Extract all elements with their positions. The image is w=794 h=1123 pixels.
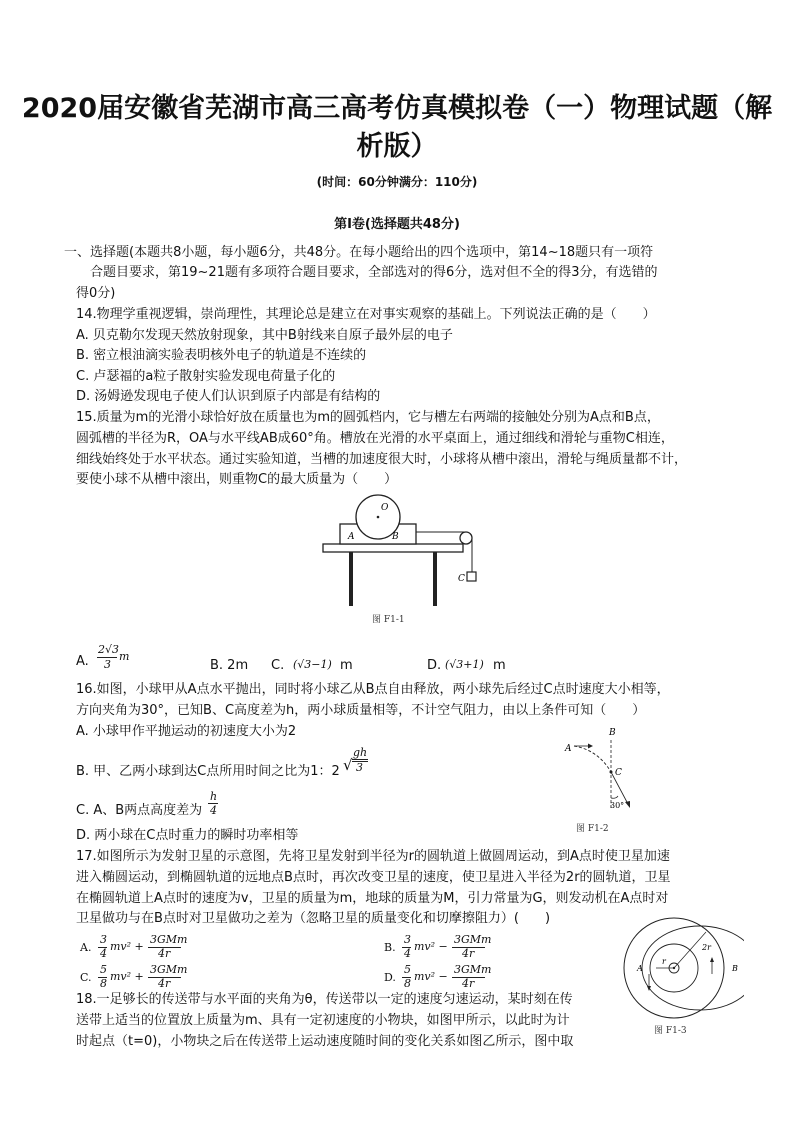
figure-f1-1 (318, 492, 488, 612)
label-r: r (662, 957, 666, 966)
q14-option-d: D. 汤姆逊发现电子使人们认识到原子内部是有结构的 (76, 389, 381, 404)
kinetic-term: mv² + (110, 940, 144, 953)
option-label: C. (80, 971, 92, 984)
q14-option-c: C. 卢瑟福的a粒子散射实验发现电荷量子化的 (76, 369, 336, 384)
section-heading: 第Ⅰ卷(选择题共48分) (334, 217, 460, 232)
q16-stem-line: 方向夹角为30°，已知B、C高度差为h，两小球质量相等，不计空气阻力，由以上条件可知（ ） (76, 703, 646, 718)
q16-option-d: D. 两小球在C点时重力的瞬时功率相等 (76, 828, 299, 843)
q15-option-d-unit: m (493, 658, 506, 673)
label-a: A (348, 532, 355, 542)
q16-option-c-denominator: 4 (210, 804, 217, 817)
q17-option-a (80, 933, 280, 961)
q17-stem-line: 17.如图所示为发射卫星的示意图，先将卫星发射到半径为r的圆轨道上做圆周运动，到A点时使卫星加速 (76, 849, 670, 864)
q17-option-d (384, 963, 584, 991)
potential-numerator: 3GMm (454, 933, 492, 946)
q16-option-c-numerator: h (210, 790, 218, 803)
label-a: A (565, 744, 572, 754)
instruction-line: 一、选择题(本题共8小题，每小题6分，共48分。在每小题给出的四个选项中，第14~18题只有一项符 (64, 245, 654, 260)
q15-option-d-math: (√3+1) (445, 658, 484, 671)
label-o: O (381, 503, 389, 513)
instruction-line: 得0分) (76, 286, 116, 301)
pulley (460, 532, 472, 544)
coefficient-numerator: 3 (100, 933, 107, 946)
q15-stem-line: 要使小球不从槽中滚出，则重物C的最大质量为（ ） (76, 472, 398, 487)
q18-stem-line: 时起点（t=0)，小物块之后在传送带上运动速度随时间的变化关系如图乙所示，图中取 (76, 1034, 574, 1049)
kinetic-term: mv² − (414, 940, 448, 953)
exam-meta: (时间：60分钟满分：110分) (316, 175, 478, 189)
q15-option-d-label: D. (427, 658, 442, 673)
q15-option-c-math: (√3−1) (293, 658, 332, 671)
coefficient-numerator: 5 (404, 963, 411, 976)
q14-option-b: B. 密立根油滴实验表明核外电子的轨道是不连续的 (76, 348, 367, 363)
potential-numerator: 3GMm (454, 963, 492, 976)
coefficient-denominator: 4 (404, 947, 411, 960)
instruction-line: 合题目要求，第19~21题有多项符合题目要求，全部选对的得6分，选对但不全的得3分，有选错的 (90, 265, 658, 280)
trajectory (574, 746, 611, 772)
sqrt-overline (352, 759, 368, 760)
potential-denominator: 4r (158, 947, 171, 960)
potential-denominator: 4r (158, 977, 171, 990)
label-2r: 2r (702, 943, 711, 952)
potential-denominator: 4r (462, 947, 475, 960)
figure-f1-3 (620, 914, 744, 1020)
q15-stem-line: 圆弧槽的半径为R，OA与水平线AB成60°角。槽放在光滑的水平桌面上，通过细线和滑轮与重物C相连， (76, 431, 674, 446)
q15-option-c-label: C. (271, 658, 285, 673)
table-top (323, 544, 463, 552)
label-b: B (732, 964, 738, 973)
figure-caption: 图 F1-1 (372, 615, 405, 625)
label-a: A (637, 964, 643, 973)
potential-denominator: 4r (462, 977, 475, 990)
option-label: A. (80, 941, 92, 954)
page-title-line1: 2020届安徽省芜湖市高三高考仿真模拟卷（一）物理试题（解 (21, 93, 773, 124)
potential-numerator: 3GMm (150, 933, 188, 946)
label-angle: 30° (610, 801, 625, 810)
label-b: B (609, 728, 616, 738)
question-14-stem: 14.物理学重视逻辑，崇尚理性，其理论总是建立在对事实观察的基础上。下列说法正确的是（ ） (76, 307, 656, 322)
q15-option-a-label: A. (76, 654, 89, 669)
page-title-line2: 析版） (356, 131, 438, 162)
q18-stem-line: 18.一足够长的传送带与水平面的夹角为θ，传送带以一定的速度匀速运动，某时刻在传 (76, 992, 573, 1007)
sqrt-sign: √ (343, 756, 353, 774)
coefficient-numerator: 5 (100, 963, 107, 976)
q15-option-a-denominator: 3 (104, 658, 111, 671)
q15-option-a-numerator: 2√3 (98, 643, 120, 656)
q17-stem-line: 在椭圆轨道上A点时的速度为v，卫星的质量为m，地球的质量为M，引力常量为G，则发动机在A点时对 (76, 891, 669, 906)
option-label: B. (384, 941, 396, 954)
figure-f1-2 (558, 726, 648, 816)
label-c: C (615, 768, 622, 778)
q16-stem-line: 16.如图，小球甲从A点水平抛出，同时将小球乙从B点自由释放，两小球先后经过C点时速度大小相等， (76, 682, 670, 697)
weight-c (467, 572, 476, 581)
figure-caption: 图 F1-2 (576, 824, 609, 834)
kinetic-term: mv² − (414, 970, 448, 983)
q15-stem-line: 细线始终处于水平状态。通过实验知道，当槽的加速度很大时，小球将从槽中滚出，滑轮与绳质量都不计， (76, 452, 688, 467)
coefficient-denominator: 8 (404, 977, 411, 990)
q17-option-b (384, 933, 584, 961)
q15-stem-line: 15.质量为m的光滑小球恰好放在质量也为m的圆弧档内，它与槽左右两端的接触处分别为A点和B点， (76, 410, 660, 425)
q15-option-c-unit: m (340, 658, 353, 673)
q16-option-a: A. 小球甲作平抛运动的初速度大小为2 (76, 724, 297, 739)
label-c: C (458, 574, 465, 584)
coefficient-numerator: 3 (404, 933, 411, 946)
q16-option-b-sqrt-denominator: 3 (356, 761, 363, 774)
q14-option-a: A. 贝克勒尔发现天然放射现象，其中B射线来自原子最外层的电子 (76, 328, 453, 343)
option-label: D. (384, 971, 396, 984)
q16-option-b: B. 甲、乙两小球到达C点所用时间之比为1：2 (76, 764, 340, 779)
q17-stem-line: 进入椭圆运动，到椭圆轨道的远地点B点时，再次改变卫星的速度，使卫星进入半径为2r的圆轨道，卫星 (76, 870, 671, 885)
coefficient-denominator: 4 (100, 947, 107, 960)
q16-option-b-sqrt-numerator: gh (353, 746, 368, 759)
figure-caption: 图 F1-3 (654, 1026, 687, 1036)
kinetic-term: mv² + (110, 970, 144, 983)
q15-option-a-unit: m (119, 650, 130, 663)
potential-numerator: 3GMm (150, 963, 188, 976)
q15-option-b: B. 2m (210, 658, 249, 673)
q16-option-c: C. A、B两点高度差为 (76, 803, 203, 818)
q18-stem-line: 送带上适当的位置放上质量为m、具有一定初速度的小物块，如图甲所示，以此时为计 (76, 1013, 570, 1028)
q17-stem-line: 卫星做功与在B点时对卫星做功之差为（忽略卫星的质量变化和切摩擦阻力）( ) (76, 911, 551, 926)
label-b: B (392, 532, 399, 542)
q17-option-c (80, 963, 280, 991)
coefficient-denominator: 8 (100, 977, 107, 990)
